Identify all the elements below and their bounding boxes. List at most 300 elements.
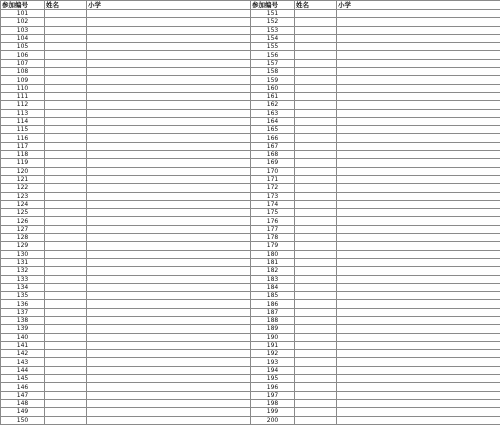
entry-number: 174 (251, 200, 295, 208)
school-name (337, 184, 500, 192)
table-row (1, 117, 251, 125)
entry-number: 157 (251, 59, 295, 67)
header-name: 姓名 (295, 1, 337, 10)
student-name (295, 399, 337, 407)
student-name (45, 341, 87, 349)
student-name (295, 275, 337, 283)
school-name (337, 283, 500, 291)
school-name (87, 292, 251, 300)
entry-number: 178 (251, 234, 295, 242)
student-name (45, 126, 87, 134)
table-row (251, 134, 500, 142)
school-name (337, 391, 500, 399)
school-name (337, 217, 500, 225)
table-row (1, 159, 251, 167)
entry-number: 191 (251, 341, 295, 349)
school-name (87, 109, 251, 117)
table-row (251, 26, 500, 34)
table-row (1, 126, 251, 134)
entry-number: 118 (1, 151, 45, 159)
table-row (251, 151, 500, 159)
entry-number: 103 (1, 26, 45, 34)
entry-number: 198 (251, 399, 295, 407)
school-name (87, 175, 251, 183)
school-name (337, 258, 500, 266)
student-name (295, 341, 337, 349)
table-row (1, 316, 251, 324)
roster-body-left (1, 10, 251, 425)
table-row (251, 242, 500, 250)
entry-number: 119 (1, 159, 45, 167)
table-row (251, 391, 500, 399)
entry-number: 132 (1, 267, 45, 275)
entry-number: 146 (1, 383, 45, 391)
student-name (45, 51, 87, 59)
school-name (87, 366, 251, 374)
entry-number: 123 (1, 192, 45, 200)
table-row (1, 151, 251, 159)
entry-number: 160 (251, 84, 295, 92)
student-name (45, 84, 87, 92)
entry-number: 181 (251, 258, 295, 266)
table-row (1, 59, 251, 67)
school-name (337, 350, 500, 358)
entry-number: 143 (1, 358, 45, 366)
table-row (251, 217, 500, 225)
table-row (1, 325, 251, 333)
entry-number: 186 (251, 300, 295, 308)
table-row (1, 10, 251, 18)
student-name (295, 68, 337, 76)
student-name (45, 292, 87, 300)
school-name (87, 142, 251, 150)
student-name (45, 59, 87, 67)
entry-number: 127 (1, 225, 45, 233)
entry-number: 164 (251, 117, 295, 125)
student-name (295, 59, 337, 67)
table-row (251, 109, 500, 117)
school-name (87, 18, 251, 26)
entry-number: 199 (251, 408, 295, 416)
school-name (337, 151, 500, 159)
school-name (337, 59, 500, 67)
entry-number: 122 (1, 184, 45, 192)
student-name (295, 84, 337, 92)
entry-number: 173 (251, 192, 295, 200)
entry-number: 112 (1, 101, 45, 109)
entry-number: 107 (1, 59, 45, 67)
table-row (251, 234, 500, 242)
table-row (251, 416, 500, 424)
table-row (251, 375, 500, 383)
school-name (337, 375, 500, 383)
table-row (251, 275, 500, 283)
student-name (295, 375, 337, 383)
entry-number: 139 (1, 325, 45, 333)
school-name (337, 18, 500, 26)
entry-number: 197 (251, 391, 295, 399)
table-row (1, 399, 251, 407)
entry-number: 102 (1, 18, 45, 26)
school-name (87, 192, 251, 200)
student-name (45, 416, 87, 424)
school-name (87, 283, 251, 291)
entry-number: 117 (1, 142, 45, 150)
entry-number: 158 (251, 68, 295, 76)
entry-number: 196 (251, 383, 295, 391)
table-row (1, 142, 251, 150)
student-name (295, 242, 337, 250)
entry-number: 166 (251, 134, 295, 142)
student-name (295, 92, 337, 100)
student-name (45, 408, 87, 416)
school-name (337, 209, 500, 217)
school-name (87, 258, 251, 266)
school-name (337, 84, 500, 92)
school-name (87, 333, 251, 341)
table-row (1, 283, 251, 291)
student-name (45, 117, 87, 125)
school-name (87, 308, 251, 316)
student-name (45, 92, 87, 100)
school-name (337, 308, 500, 316)
student-name (295, 76, 337, 84)
student-name (45, 151, 87, 159)
student-name (295, 267, 337, 275)
school-name (87, 300, 251, 308)
student-name (45, 68, 87, 76)
student-name (295, 159, 337, 167)
table-row (1, 242, 251, 250)
table-row (251, 92, 500, 100)
table-row (251, 316, 500, 324)
table-row (1, 350, 251, 358)
school-name (337, 242, 500, 250)
school-name (87, 217, 251, 225)
student-name (295, 308, 337, 316)
entry-number: 161 (251, 92, 295, 100)
school-name (87, 350, 251, 358)
table-row (251, 101, 500, 109)
entry-number: 133 (1, 275, 45, 283)
table-row (1, 92, 251, 100)
table-row (1, 109, 251, 117)
school-name (87, 416, 251, 424)
student-name (45, 250, 87, 258)
school-name (337, 292, 500, 300)
student-name (295, 18, 337, 26)
school-name (337, 300, 500, 308)
table-row (1, 175, 251, 183)
student-name (45, 399, 87, 407)
entry-number: 137 (1, 308, 45, 316)
entry-number: 104 (1, 34, 45, 42)
table-row (1, 267, 251, 275)
entry-number: 141 (1, 341, 45, 349)
school-name (337, 109, 500, 117)
table-row (251, 383, 500, 391)
student-name (45, 325, 87, 333)
school-name (337, 416, 500, 424)
student-name (45, 18, 87, 26)
entry-number: 149 (1, 408, 45, 416)
table-row (1, 300, 251, 308)
student-name (295, 258, 337, 266)
student-name (45, 134, 87, 142)
table-row (1, 383, 251, 391)
table-row (251, 283, 500, 291)
entry-number: 134 (1, 283, 45, 291)
table-row (1, 225, 251, 233)
header-name: 姓名 (45, 1, 87, 10)
table-row (251, 333, 500, 341)
table-row (1, 84, 251, 92)
entry-number: 180 (251, 250, 295, 258)
school-name (87, 117, 251, 125)
school-name (87, 341, 251, 349)
entry-number: 150 (1, 416, 45, 424)
entry-number: 101 (1, 10, 45, 18)
student-name (45, 316, 87, 324)
table-row (1, 250, 251, 258)
entry-number: 194 (251, 366, 295, 374)
student-name (45, 142, 87, 150)
student-name (45, 283, 87, 291)
entry-number: 176 (251, 217, 295, 225)
table-row (251, 159, 500, 167)
student-name (295, 26, 337, 34)
student-name (45, 350, 87, 358)
school-name (87, 167, 251, 175)
student-name (45, 76, 87, 84)
school-name (337, 117, 500, 125)
entry-number: 120 (1, 167, 45, 175)
school-name (337, 101, 500, 109)
school-name (337, 159, 500, 167)
entry-number: 147 (1, 391, 45, 399)
entry-number: 175 (251, 209, 295, 217)
student-name (295, 234, 337, 242)
entry-number: 156 (251, 51, 295, 59)
student-name (45, 333, 87, 341)
entry-number: 130 (1, 250, 45, 258)
header-row (1, 1, 251, 10)
table-row (251, 258, 500, 266)
school-name (337, 383, 500, 391)
entry-number: 126 (1, 217, 45, 225)
entry-number: 177 (251, 225, 295, 233)
table-row (251, 399, 500, 407)
student-name (45, 200, 87, 208)
entry-number: 131 (1, 258, 45, 266)
table-row (1, 209, 251, 217)
table-row (251, 142, 500, 150)
student-name (45, 175, 87, 183)
student-name (295, 383, 337, 391)
student-name (295, 350, 337, 358)
student-name (295, 10, 337, 18)
school-name (87, 225, 251, 233)
student-name (45, 366, 87, 374)
entry-number: 192 (251, 350, 295, 358)
school-name (87, 200, 251, 208)
table-row (1, 51, 251, 59)
school-name (87, 275, 251, 283)
entry-number: 159 (251, 76, 295, 84)
school-name (87, 151, 251, 159)
school-name (337, 316, 500, 324)
entry-number: 183 (251, 275, 295, 283)
school-name (337, 366, 500, 374)
school-name (87, 391, 251, 399)
student-name (295, 101, 337, 109)
table-row (1, 358, 251, 366)
entry-number: 184 (251, 283, 295, 291)
school-name (337, 408, 500, 416)
student-name (295, 43, 337, 51)
school-name (337, 26, 500, 34)
student-name (295, 134, 337, 142)
entry-number: 113 (1, 109, 45, 117)
student-name (45, 308, 87, 316)
school-name (87, 10, 251, 18)
table-row (251, 350, 500, 358)
roster-table-right (250, 0, 500, 425)
school-name (87, 59, 251, 67)
entry-number: 187 (251, 308, 295, 316)
school-name (87, 358, 251, 366)
table-row (251, 300, 500, 308)
school-name (337, 341, 500, 349)
student-name (295, 325, 337, 333)
student-name (295, 151, 337, 159)
table-row (1, 292, 251, 300)
table-row (1, 391, 251, 399)
school-name (87, 408, 251, 416)
entry-number: 165 (251, 126, 295, 134)
entry-number: 162 (251, 101, 295, 109)
entry-number: 135 (1, 292, 45, 300)
table-row (1, 34, 251, 42)
header-number: 参加编号 (251, 1, 295, 10)
table-row (1, 26, 251, 34)
school-name (87, 399, 251, 407)
student-name (45, 209, 87, 217)
entry-number: 116 (1, 134, 45, 142)
entry-number: 155 (251, 43, 295, 51)
entry-number: 185 (251, 292, 295, 300)
student-name (295, 200, 337, 208)
student-name (295, 333, 337, 341)
school-name (337, 333, 500, 341)
table-row (1, 366, 251, 374)
entry-number: 121 (1, 175, 45, 183)
student-name (45, 10, 87, 18)
table-row (251, 117, 500, 125)
student-name (45, 109, 87, 117)
table-row (251, 76, 500, 84)
school-name (87, 242, 251, 250)
entry-number: 114 (1, 117, 45, 125)
school-name (87, 250, 251, 258)
table-row (251, 408, 500, 416)
table-row (1, 43, 251, 51)
entry-number: 151 (251, 10, 295, 18)
student-name (45, 26, 87, 34)
table-row (251, 34, 500, 42)
table-row (251, 167, 500, 175)
table-row (251, 341, 500, 349)
entry-number: 154 (251, 34, 295, 42)
school-name (337, 126, 500, 134)
table-row (251, 366, 500, 374)
school-name (87, 134, 251, 142)
student-name (45, 192, 87, 200)
school-name (87, 267, 251, 275)
header-school: 小学 (87, 1, 251, 10)
table-row (1, 68, 251, 76)
student-name (295, 225, 337, 233)
school-name (87, 383, 251, 391)
table-row (251, 325, 500, 333)
school-name (87, 316, 251, 324)
student-name (295, 51, 337, 59)
school-name (337, 192, 500, 200)
table-row (1, 234, 251, 242)
entry-number: 168 (251, 151, 295, 159)
entry-number: 169 (251, 159, 295, 167)
roster-right-half (250, 0, 500, 437)
entry-number: 128 (1, 234, 45, 242)
table-row (251, 175, 500, 183)
entry-number: 145 (1, 375, 45, 383)
entry-number: 105 (1, 43, 45, 51)
student-name (45, 358, 87, 366)
roster-body-right (251, 10, 500, 425)
school-name (337, 234, 500, 242)
entry-number: 125 (1, 209, 45, 217)
student-name (45, 184, 87, 192)
entry-number: 111 (1, 92, 45, 100)
school-name (337, 134, 500, 142)
school-name (337, 225, 500, 233)
table-row (1, 76, 251, 84)
table-row (251, 308, 500, 316)
table-row (251, 126, 500, 134)
school-name (337, 167, 500, 175)
school-name (337, 68, 500, 76)
table-row (251, 192, 500, 200)
school-name (87, 209, 251, 217)
table-row (251, 43, 500, 51)
table-row (1, 184, 251, 192)
table-row (251, 10, 500, 18)
entry-number: 170 (251, 167, 295, 175)
school-name (87, 234, 251, 242)
school-name (87, 34, 251, 42)
entry-number: 172 (251, 184, 295, 192)
school-name (337, 399, 500, 407)
student-name (45, 383, 87, 391)
school-name (337, 275, 500, 283)
table-row (251, 59, 500, 67)
student-name (45, 225, 87, 233)
table-row (251, 358, 500, 366)
student-name (45, 391, 87, 399)
entry-number: 153 (251, 26, 295, 34)
table-row (1, 375, 251, 383)
entry-number: 109 (1, 76, 45, 84)
